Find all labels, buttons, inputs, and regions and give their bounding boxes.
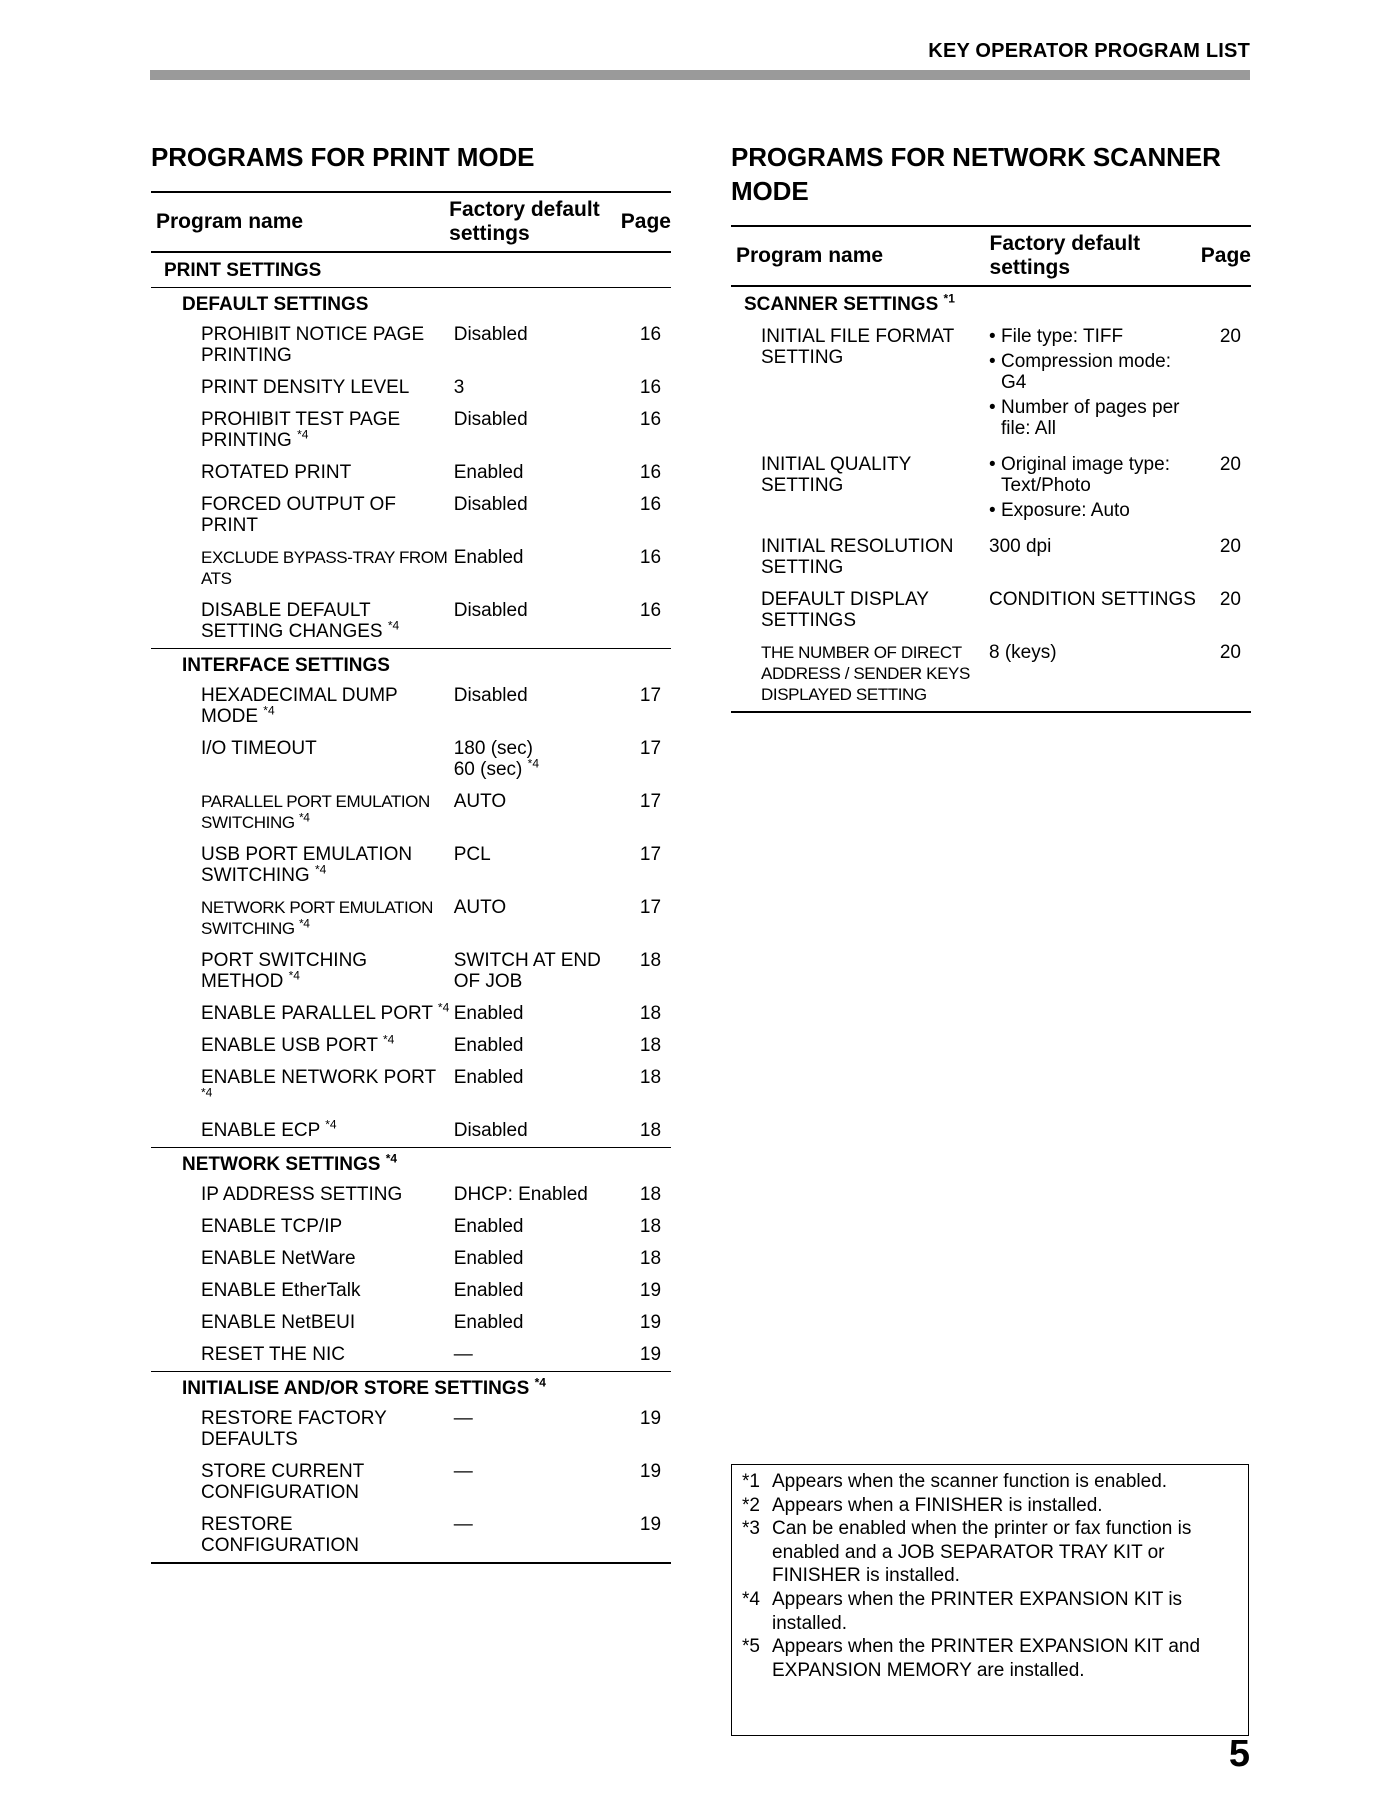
program-name-cell	[151, 1000, 450, 1024]
page-cell: 17	[639, 791, 662, 812]
program-name: USB PORT EMULATION SWITCHING	[201, 844, 413, 886]
footnote-text: Appears when the PRINTER EXPANSION KIT and EXPANSION MEMORY are installed.	[772, 1636, 1201, 1681]
factory-default-cell	[450, 547, 622, 589]
program-name: INITIAL RESOLUTION SETTING	[761, 536, 954, 578]
factory-default-value: —	[453, 1344, 473, 1365]
footnotes-box	[731, 1464, 1249, 1736]
page-cell: 16	[639, 324, 662, 345]
default-bullet-list	[989, 326, 1201, 439]
footnote-mark: *4	[263, 703, 275, 718]
factory-default-value: Disabled	[453, 1120, 528, 1141]
table-row	[151, 1275, 671, 1307]
footnote-mark: *4	[325, 1117, 337, 1132]
footnote-mark: *1	[742, 1471, 760, 1492]
program-name-cell	[151, 1461, 450, 1503]
program-name: I/O TIMEOUT	[201, 738, 317, 759]
program-name: PARALLEL PORT EMULATION SWITCHING	[201, 792, 430, 832]
print-mode-table-header	[151, 191, 671, 253]
factory-default-cell	[450, 1248, 622, 1269]
interface-settings-rows	[151, 680, 671, 1147]
page-cell: 17	[639, 897, 662, 918]
table-row	[151, 733, 671, 786]
factory-default-value: 3	[453, 377, 465, 398]
page-cell: 18	[639, 1003, 662, 1024]
footnote-mark: *3	[742, 1518, 760, 1540]
program-name-cell	[151, 324, 450, 366]
scanner-mode-table-header	[731, 225, 1251, 287]
factory-default-value: PCL	[453, 844, 491, 865]
program-name-cell	[151, 462, 450, 483]
factory-default-value: Enabled	[453, 462, 524, 483]
factory-default-cell	[989, 642, 1201, 705]
footnote-mark: *4	[201, 1085, 213, 1100]
table-row	[151, 998, 671, 1030]
factory-default-cell	[989, 536, 1201, 578]
footnote-mark: *4	[385, 1151, 398, 1166]
initialise-settings-rows	[151, 1403, 671, 1562]
program-name: ENABLE NETWORK PORT	[201, 1067, 436, 1088]
page-cell: 18	[639, 1035, 662, 1056]
program-name: IP ADDRESS SETTING	[201, 1184, 403, 1205]
page-cell: 19	[639, 1514, 662, 1535]
footnotes-list	[742, 1470, 1238, 1682]
subsection-initialise-settings: INITIALISE AND/OR STORE SETTINGS $^{*4}$	[182, 1375, 546, 1399]
program-name-cell	[151, 1216, 450, 1237]
program-name-cell	[151, 494, 450, 536]
table-row	[731, 449, 1251, 531]
footnote-mark: *2	[742, 1494, 760, 1516]
factory-default-cell	[450, 324, 622, 366]
footnote	[742, 1517, 1238, 1588]
table-row	[151, 1339, 671, 1371]
table-row	[151, 1211, 671, 1243]
col-header-program-name: Program name	[156, 210, 304, 233]
factory-default-value: Enabled	[453, 1003, 524, 1024]
factory-default-cell	[450, 1216, 622, 1237]
page-cell: 18	[639, 1067, 662, 1088]
col-header-page: Page	[620, 210, 671, 233]
table-row	[151, 1179, 671, 1211]
program-name: PROHIBIT NOTICE PAGE PRINTING	[201, 324, 425, 366]
program-name: EXCLUDE BYPASS-TRAY FROM ATS	[201, 548, 448, 588]
program-name: ROTATED PRINT	[201, 462, 352, 483]
default-settings-rows	[151, 319, 671, 648]
program-name-cell	[151, 950, 450, 992]
factory-default-cell	[450, 1120, 622, 1141]
factory-default-value: 180 (sec)	[453, 738, 533, 759]
factory-default-value: Enabled	[453, 1312, 524, 1333]
program-name: THE NUMBER OF DIRECT ADDRESS / SENDER KEYS DISPLAYED SETTING	[761, 643, 970, 704]
program-name: ENABLE PARALLEL PORT	[201, 1003, 433, 1024]
program-name-cell	[151, 844, 450, 886]
footnote-mark: *4	[742, 1588, 760, 1610]
program-name-cell	[151, 377, 450, 398]
factory-default-value: 8 (keys)	[989, 642, 1057, 663]
footnote	[742, 1588, 1238, 1635]
footnote-mark: *4	[387, 618, 400, 633]
factory-default-value: Disabled	[453, 685, 528, 706]
page-cell: 19	[639, 1280, 662, 1301]
program-name-cell	[151, 547, 450, 589]
program-name-cell	[151, 685, 450, 727]
page-cell: 17	[639, 685, 662, 706]
program-name-cell	[151, 1514, 450, 1556]
footnote-text: Can be enabled when the printer or fax function is enabled and a JOB SEPARATOR TRAY KIT or FINISHER is installed.	[772, 1518, 1192, 1587]
page-cell: 16	[639, 462, 662, 483]
program-name: ENABLE ECP	[201, 1120, 320, 1141]
table-row	[151, 1509, 671, 1562]
factory-default-value: Enabled	[453, 1067, 524, 1088]
factory-default-cell	[450, 950, 622, 992]
scanner-mode-column	[731, 140, 1251, 713]
factory-default-cell	[450, 1344, 622, 1365]
factory-default-value: Disabled	[453, 409, 528, 430]
page-cell: 16	[639, 377, 662, 398]
factory-default-cell	[450, 738, 622, 780]
table-row	[151, 892, 671, 945]
program-name: DISABLE DEFAULT SETTING CHANGES	[201, 600, 383, 642]
page-cell: 20	[1219, 326, 1241, 347]
print-mode-column	[151, 140, 671, 1564]
factory-default-value: —	[453, 1408, 473, 1429]
table-row	[731, 321, 1251, 449]
print-mode-heading: PROGRAMS FOR PRINT MODE	[151, 142, 535, 172]
table-end-rule	[151, 1562, 671, 1564]
table-row	[151, 404, 671, 457]
factory-default-cell	[450, 1514, 622, 1556]
program-name-cell	[151, 791, 450, 833]
factory-default-value: 300 dpi	[989, 536, 1052, 557]
subsection-interface-settings: INTERFACE SETTINGS	[182, 655, 390, 676]
default-bullet-item: • Original image type: Text/Photo	[989, 454, 1201, 496]
factory-default-cell	[450, 791, 622, 833]
footnote	[742, 1635, 1238, 1682]
program-name: INITIAL QUALITY SETTING	[761, 454, 911, 496]
subsection-network-settings: NETWORK SETTINGS $^{*4}$	[182, 1151, 398, 1175]
page-number: 5	[1228, 1733, 1250, 1775]
page-cell: 20	[1219, 536, 1241, 557]
footnote-mark: *4	[288, 968, 300, 983]
footnote-mark: *4	[297, 427, 309, 442]
header-rule	[150, 70, 1250, 80]
page-cell: 18	[639, 1184, 662, 1205]
table-row	[151, 1307, 671, 1339]
page-cell: 20	[1219, 589, 1241, 610]
program-name-cell	[151, 1248, 450, 1269]
program-name: RESET THE NIC	[201, 1344, 345, 1365]
default-bullet-item: • File type: TIFF	[989, 326, 1201, 347]
page-cell: 20	[1219, 454, 1241, 475]
program-name: ENABLE EtherTalk	[201, 1280, 361, 1301]
table-row	[151, 319, 671, 372]
page-cell: 16	[639, 547, 662, 568]
factory-default-value: Enabled	[453, 1216, 524, 1237]
table-row	[151, 457, 671, 489]
program-name-cell	[151, 409, 450, 451]
program-name-cell	[151, 897, 450, 939]
table-row	[151, 1403, 671, 1456]
program-name-cell	[731, 454, 989, 525]
footnote-mark: *4	[382, 1032, 395, 1047]
page-cell: 18	[639, 1248, 662, 1269]
table-row	[151, 786, 671, 839]
page-cell: 18	[639, 1120, 662, 1141]
program-name: STORE CURRENT CONFIGURATION	[201, 1461, 364, 1503]
program-name-cell	[151, 1312, 450, 1333]
footnote-mark: *4	[299, 916, 310, 931]
program-name-cell	[731, 536, 989, 578]
page-cell: 17	[639, 738, 662, 759]
program-name: PORT SWITCHING METHOD	[201, 950, 368, 992]
page-cell: 19	[639, 1461, 662, 1482]
program-name-cell	[151, 1032, 450, 1056]
factory-default-cell	[450, 685, 622, 727]
page-cell: 19	[639, 1312, 662, 1333]
factory-default-cell	[450, 1408, 622, 1450]
page-cell: 18	[639, 950, 662, 971]
factory-default-cell	[450, 1184, 622, 1205]
factory-default-cell	[450, 600, 622, 642]
subsection-default-settings: DEFAULT SETTINGS	[182, 294, 369, 315]
page-cell: 18	[639, 1216, 662, 1237]
factory-default-value: 60 (sec)	[453, 759, 523, 780]
program-name-cell	[731, 589, 989, 631]
page-cell: 20	[1219, 642, 1241, 663]
factory-default-cell	[450, 844, 622, 886]
running-header: KEY OPERATOR PROGRAM LIST	[928, 40, 1250, 62]
factory-default-value: —	[453, 1514, 473, 1535]
table-row	[731, 637, 1251, 711]
footnote	[742, 1470, 1238, 1494]
program-name: ENABLE NetWare	[201, 1248, 356, 1269]
factory-default-cell	[989, 326, 1201, 443]
program-name: PRINT DENSITY LEVEL	[201, 377, 410, 398]
program-name-cell	[151, 738, 450, 780]
footnote-mark: *1	[943, 291, 955, 306]
program-name-cell	[151, 1344, 450, 1365]
table-row	[151, 839, 671, 892]
table-row	[151, 1456, 671, 1509]
table-row	[151, 542, 671, 595]
factory-default-value: Enabled	[453, 1280, 524, 1301]
table-row	[151, 945, 671, 998]
program-name-cell	[151, 1117, 450, 1141]
table-row	[151, 372, 671, 404]
factory-default-cell	[450, 1035, 622, 1056]
program-name: INITIAL FILE FORMAT SETTING	[761, 326, 954, 368]
program-name-cell	[731, 642, 989, 705]
table-row	[731, 531, 1251, 584]
col-header-factory-default: Factory default settings	[989, 232, 1141, 279]
program-name: FORCED OUTPUT OF PRINT	[201, 494, 396, 536]
table-row	[151, 1030, 671, 1062]
col-header-factory-default: Factory default settings	[449, 198, 600, 245]
default-bullet-item: • Number of pages per file: All	[989, 397, 1201, 439]
default-bullet-item: • Exposure: Auto	[989, 500, 1201, 521]
page-cell: 19	[639, 1408, 662, 1429]
factory-default-cell	[450, 1280, 622, 1301]
program-name-cell	[151, 600, 450, 642]
footnote-mark: *4	[299, 810, 310, 825]
page-cell: 16	[639, 600, 662, 621]
factory-default-value: —	[453, 1461, 473, 1482]
factory-default-value: Enabled	[453, 1035, 524, 1056]
program-name: ENABLE TCP/IP	[201, 1216, 343, 1237]
default-bullet-item: • Compression mode: G4	[989, 351, 1201, 393]
factory-default-cell	[450, 1461, 622, 1503]
factory-default-cell	[450, 1003, 622, 1024]
factory-default-value: AUTO	[453, 791, 507, 812]
footnote	[742, 1494, 1238, 1518]
factory-default-cell	[989, 454, 1201, 525]
table-row	[151, 489, 671, 542]
program-name: RESTORE CONFIGURATION	[201, 1514, 359, 1556]
footnote-text: Appears when a FINISHER is installed.	[772, 1494, 1103, 1516]
factory-default-cell	[450, 897, 622, 939]
factory-default-cell	[450, 1067, 622, 1109]
section-scanner-settings: SCANNER SETTINGS $^{*1}$	[744, 291, 955, 315]
program-name: PROHIBIT TEST PAGE PRINTING	[201, 409, 401, 451]
table-row	[731, 584, 1251, 637]
factory-default-value: Disabled	[453, 600, 528, 621]
table-row	[151, 1243, 671, 1275]
scanner-settings-rows	[731, 321, 1251, 711]
factory-default-value: AUTO	[453, 897, 507, 918]
table-row	[151, 1062, 671, 1115]
default-bullet-list	[989, 454, 1201, 521]
factory-default-value: SWITCH AT END OF JOB	[453, 950, 601, 992]
footnote-text: Appears when the PRINTER EXPANSION KIT is installed.	[772, 1588, 1183, 1634]
footnote-mark: *4	[534, 1375, 546, 1390]
factory-default-value: Enabled	[453, 547, 524, 568]
page-cell: 16	[639, 494, 662, 515]
program-name: NETWORK PORT EMULATION SWITCHING	[201, 898, 434, 938]
scanner-mode-heading: PROGRAMS FOR NETWORK SCANNER MODE	[731, 142, 1221, 206]
program-name: DEFAULT DISPLAY SETTINGS	[761, 589, 929, 631]
col-header-program-name: Program name	[736, 244, 884, 267]
table-row	[151, 1115, 671, 1147]
table-row	[151, 680, 671, 733]
footnote-mark: *5	[742, 1636, 760, 1658]
page-cell: 16	[639, 409, 662, 430]
program-name: RESTORE FACTORY DEFAULTS	[201, 1408, 387, 1450]
footnote-mark: *4	[315, 862, 327, 877]
page-cell: 17	[639, 844, 662, 865]
program-name-cell	[151, 1184, 450, 1205]
program-name: HEXADECIMAL DUMP MODE	[201, 685, 398, 727]
footnote-text: Appears when the scanner function is enabled.	[772, 1471, 1168, 1492]
program-name-cell	[731, 326, 989, 443]
footnote-mark: *4	[437, 1000, 450, 1015]
section-print-settings: PRINT SETTINGS	[164, 260, 322, 281]
factory-default-cell	[450, 462, 622, 483]
program-name: ENABLE NetBEUI	[201, 1312, 356, 1333]
table-end-rule	[731, 711, 1251, 713]
table-row	[151, 595, 671, 648]
factory-default-value: DHCP: Enabled	[453, 1184, 588, 1205]
factory-default-cell	[450, 1312, 622, 1333]
factory-default-value: Enabled	[453, 1248, 524, 1269]
factory-default-cell	[450, 494, 622, 536]
factory-default-cell	[450, 377, 622, 398]
network-settings-rows	[151, 1179, 671, 1371]
factory-default-cell	[450, 409, 622, 451]
col-header-page: Page	[1200, 244, 1251, 267]
program-name-cell	[151, 1408, 450, 1450]
factory-default-cell	[989, 589, 1201, 631]
page-cell: 19	[639, 1344, 662, 1365]
footnote-mark: *4	[527, 756, 539, 771]
program-name: ENABLE USB PORT	[201, 1035, 378, 1056]
factory-default-value: CONDITION SETTINGS	[989, 589, 1196, 610]
factory-default-value: Disabled	[453, 324, 528, 345]
program-name-cell	[151, 1067, 450, 1109]
program-name-cell	[151, 1280, 450, 1301]
factory-default-value: Disabled	[453, 494, 528, 515]
